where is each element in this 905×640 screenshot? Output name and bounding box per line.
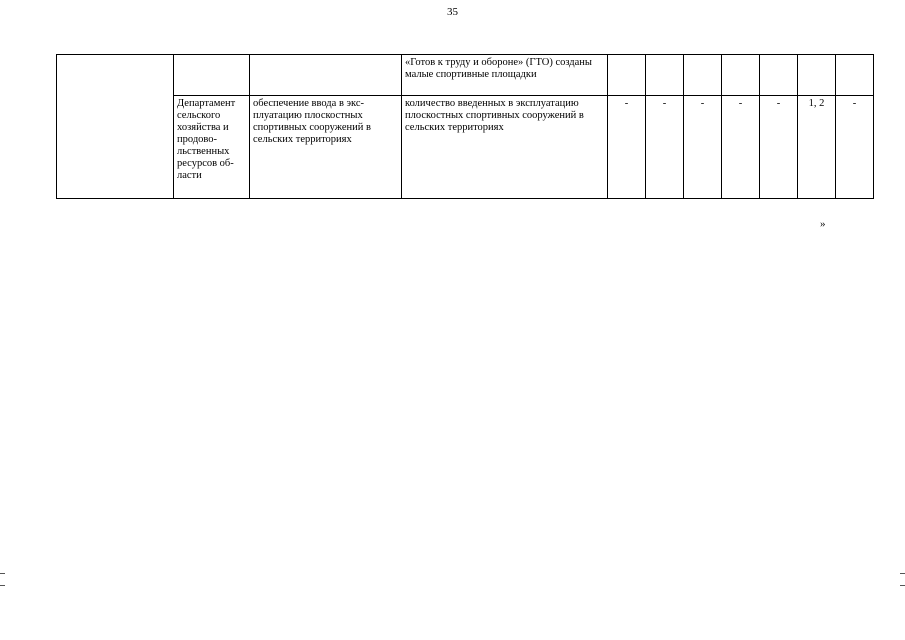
value-cell: - [646, 96, 684, 199]
value-cell: - [722, 96, 760, 199]
merged-first-cell [57, 55, 174, 199]
edge-mark-left [0, 585, 5, 586]
value-cell-empty [836, 55, 874, 96]
value-cell-empty [646, 55, 684, 96]
value-cell: - [684, 96, 722, 199]
executor-cell-empty [174, 55, 250, 96]
edge-mark-left [0, 573, 5, 574]
value-cell-empty [722, 55, 760, 96]
activity-cell: обеспечение ввода в экс-плуатацию плоскостных спортивных сооружений в сельских территориях [250, 96, 402, 199]
indicator-cell: «Готов к труду и обороне» (ГТО) созданы малые спортивные площадки [402, 55, 608, 96]
page-number: 35 [447, 6, 458, 18]
indicator-cell: количество введенных в эксплуатацию плоскостных спортивных сооружений в сельских территориях [402, 96, 608, 199]
table-row [57, 55, 874, 96]
edge-mark-right [900, 585, 905, 586]
value-cell: - [760, 96, 798, 199]
closing-quote: » [820, 218, 826, 230]
program-table [56, 54, 874, 199]
value-cell: - [608, 96, 646, 199]
executor-cell: Департамент сельского хозяйства и продово-льственных ресурсов об-ласти [174, 96, 250, 199]
value-cell: 1, 2 [798, 96, 836, 199]
value-cell-empty [760, 55, 798, 96]
activity-cell-empty [250, 55, 402, 96]
value-cell-empty [798, 55, 836, 96]
edge-mark-right [900, 573, 905, 574]
table-row [57, 96, 874, 199]
value-cell-empty [684, 55, 722, 96]
value-cell-empty [608, 55, 646, 96]
value-cell: - [836, 96, 874, 199]
